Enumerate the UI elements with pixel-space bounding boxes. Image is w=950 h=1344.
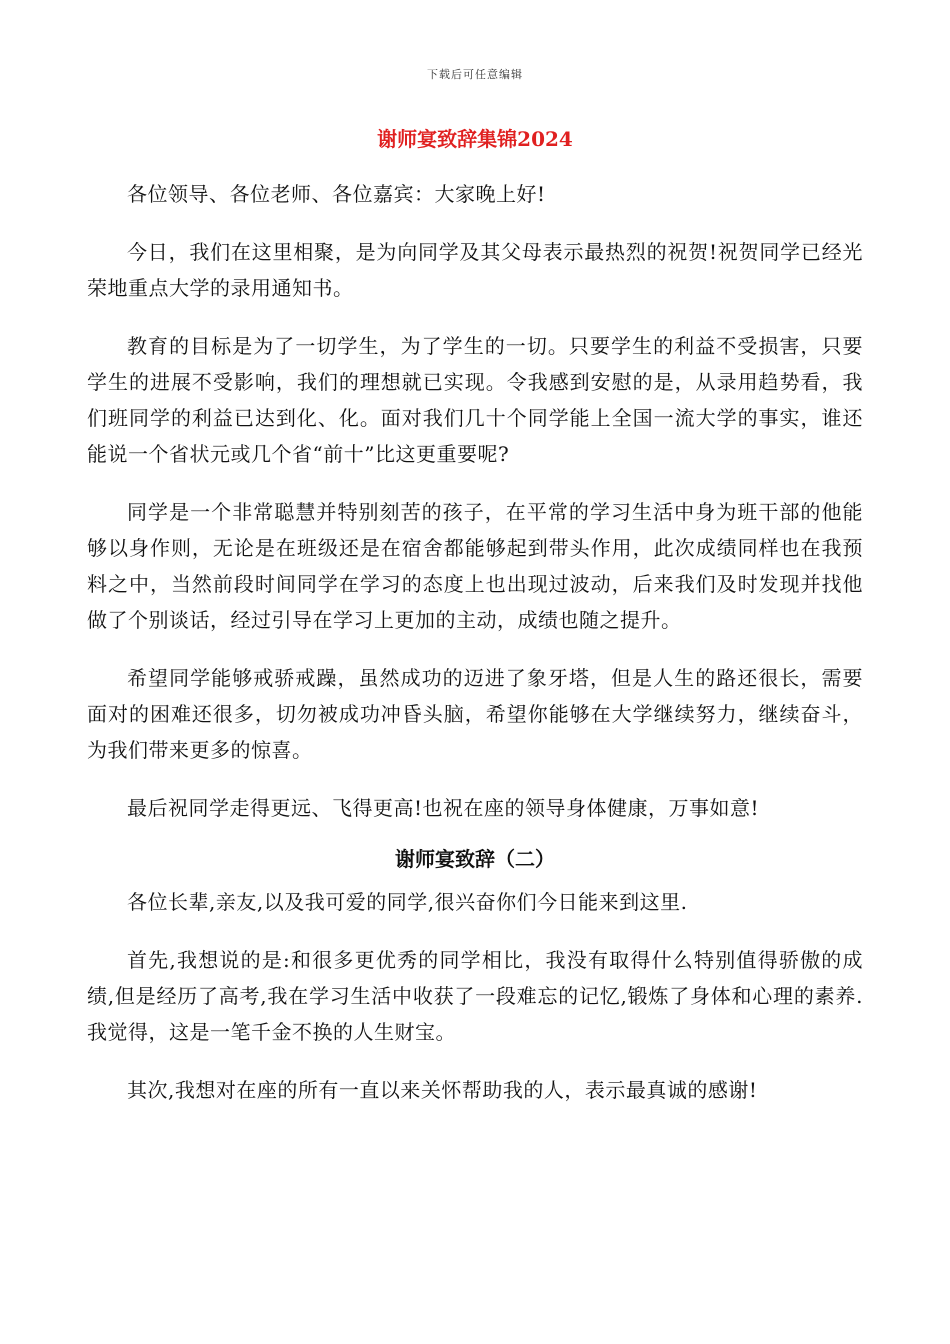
header-note: 下载后可任意编辑 [427,68,523,81]
body-paragraph: 希望同学能够戒骄戒躁，虽然成功的迈进了象牙塔，但是人生的路还很长，需要面对的困难还很多，切勿被成功冲昏头脑，希望你能够在大学继续努力，继续奋斗，为我们带来更多的惊喜。 [87,666,863,762]
document-title: 谢师宴致辞集锦2024 [377,127,573,151]
body-paragraph: 首先,我想说的是:和很多更优秀的同学相比，我没有取得什么特别值得骄傲的成绩,但是经历了高考,我在学习生活中收获了一段难忘的记忆,锻炼了身体和心理的素养.我觉得，这是一笔千金不换的人生财宝。 [87,948,863,1044]
document-body [87,118,863,1130]
section-title: 谢师宴致辞（二） [395,847,555,871]
body-paragraph: 今日，我们在这里相聚，是为向同学及其父母表示最热烈的祝贺!祝贺同学已经光荣地重点大学的录用通知书。 [87,240,863,300]
body-paragraph: 同学是一个非常聪慧并特别刻苦的孩子，在平常的学习生活中身为班干部的他能够以身作则，无论是在班级还是在宿舍都能够起到带头作用，此次成绩同样也在我预料之中，当然前段时间同学在学习的态度上也出现过波动，后来我们及时发现并找他做了个别谈话，经过引导在学习上更加的主动，成绩也随之提升。 [87,500,863,632]
greeting-paragraph: 各位领导、各位老师、各位嘉宾：大家晚上好! [127,182,546,206]
body-paragraph: 教育的目标是为了一切学生，为了学生的一切。只要学生的利益不受损害，只要学生的进展不受影响，我们的理想就已实现。令我感到安慰的是，从录用趋势看，我们班同学的利益已达到化、化。面对我们几十个同学能上全国一流大学的事实，谁还能说一个省状元或几个省“前十”比这更重要呢? [87,334,863,466]
body-paragraph: 各位长辈,亲友,以及我可爱的同学,很兴奋你们今日能来到这里. [127,890,688,914]
body-paragraph: 其次,我想对在座的所有一直以来关怀帮助我的人，表示最真诚的感谢! [127,1078,758,1102]
closing-paragraph: 最后祝同学走得更远、飞得更高!也祝在座的领导身体健康，万事如意! [127,796,760,820]
